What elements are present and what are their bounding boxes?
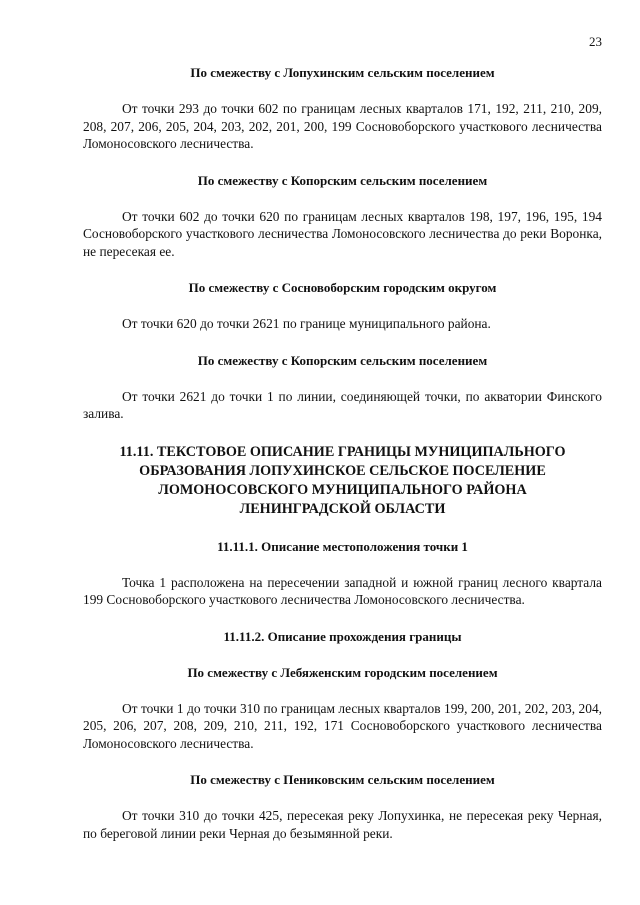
main-heading-line: 11.11. ТЕКСТОВОЕ ОПИСАНИЕ ГРАНИЦЫ МУНИЦИПАЛЬНОГО <box>119 443 566 460</box>
document-content <box>83 64 602 842</box>
section-paragraph: От точки 602 до точки 620 по границам лесных кварталов 198, 197, 196, 195, 194 Сосновоборского участкового лесничества Ломоносовского лесничества до реки Воронка, не пересекая ее. <box>83 208 602 259</box>
main-heading-line: ЛОМОНОСОВСКОГО МУНИЦИПАЛЬНОГО РАЙОНА <box>158 481 527 498</box>
subsection-heading: 11.11.2. Описание прохождения границы <box>223 628 462 644</box>
section-heading: По смежеству с Лопухинским сельским поселением <box>190 65 495 80</box>
section-paragraph: От точки 620 до точки 2621 по границе муниципального района. <box>122 316 491 331</box>
section-heading: По смежеству с Копорским сельским поселением <box>197 172 488 188</box>
subsection-paragraph: Точка 1 расположена на пересечении западной и южной границ лесного квартала 199 Сосновоборского участкового лесничества Ломоносовского лесничества. <box>83 574 602 607</box>
main-heading-line: ЛЕНИНГРАДСКОЙ ОБЛАСТИ <box>239 500 446 517</box>
section-paragraph: От точки 2621 до точки 1 по линии, соединяющей точки, по акватории Финского залива. <box>83 388 602 421</box>
section-paragraph: От точки 293 до точки 602 по границам лесных кварталов 171, 192, 211, 210, 209, 208, 207, 206, 205, 204, 203, 202, 201, 200, 199 Сосновоборского участкового лесничества Ломоносовского лесничества. <box>83 101 602 151</box>
section-heading: По смежеству с Копорским сельским поселением <box>197 352 488 368</box>
section-heading: По смежеству с Сосновоборским городским округом <box>188 280 497 295</box>
page-number: 23 <box>589 34 602 49</box>
subsection-heading: 11.11.1. Описание местоположения точки 1 <box>217 538 468 554</box>
section-paragraph: От точки 1 до точки 310 по границам лесных кварталов 199, 200, 201, 202, 203, 204, 205, 206, 207, 208, 209, 210, 211, 192, 171 Сосновоборского участкового лесничества Ломоносовского лесничества. <box>83 700 602 751</box>
main-heading <box>83 443 602 519</box>
section-heading: По смежеству с Лебяженским городским поселением <box>187 664 498 680</box>
section-paragraph: От точки 310 до точки 425, пересекая реку Лопухинка, не пересекая реку Черная, по береговой линии реки Черная до безымянной реки. <box>83 808 602 841</box>
main-heading-line: ОБРАЗОВАНИЯ ЛОПУХИНСКОЕ СЕЛЬСКОЕ ПОСЕЛЕНИЕ <box>139 462 546 479</box>
section-heading: По смежеству с Пениковским сельским поселением <box>190 772 495 787</box>
